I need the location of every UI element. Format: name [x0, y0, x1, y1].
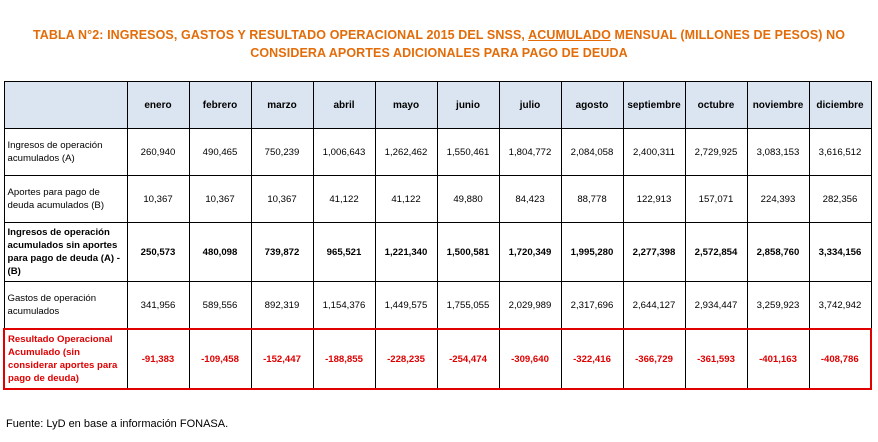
cell-value: 892,319	[251, 282, 313, 330]
header-row	[4, 82, 871, 129]
cell-value: -322,416	[561, 329, 623, 389]
cell-value: 2,934,447	[685, 282, 747, 330]
cell-value: 739,872	[251, 223, 313, 282]
cell-value: 122,913	[623, 176, 685, 223]
title-line-2: CONSIDERA APORTES ADICIONALES PARA PAGO DE DEUDA	[250, 46, 628, 60]
header-corner	[4, 82, 127, 129]
cell-value: -361,593	[685, 329, 747, 389]
cell-value: -366,729	[623, 329, 685, 389]
table-row-gastos	[4, 282, 871, 330]
month-header: enero	[127, 82, 189, 129]
cell-value: 1,995,280	[561, 223, 623, 282]
source-note: Fuente: LyD en base a información FONASA.	[6, 418, 229, 430]
cell-value: 49,880	[437, 176, 499, 223]
table-title	[0, 26, 878, 62]
month-header: noviembre	[747, 82, 809, 129]
cell-value: 3,259,923	[747, 282, 809, 330]
title-underlined: ACUMULADO	[528, 28, 611, 42]
cell-value: 3,742,942	[809, 282, 871, 330]
cell-value: 260,940	[127, 129, 189, 176]
cell-value: 750,239	[251, 129, 313, 176]
month-header: abril	[313, 82, 375, 129]
cell-value: -401,163	[747, 329, 809, 389]
cell-value: 2,644,127	[623, 282, 685, 330]
title-line-1	[0, 26, 878, 44]
title-part-1: TABLA N°2: INGRESOS, GASTOS Y RESULTADO OPERACIONAL 2015 DEL SNSS,	[32, 28, 529, 42]
cell-value: 490,465	[189, 129, 251, 176]
month-header: junio	[437, 82, 499, 129]
cell-value: -152,447	[251, 329, 313, 389]
cell-value: 2,729,925	[685, 129, 747, 176]
cell-value: 2,317,696	[561, 282, 623, 330]
month-header: agosto	[561, 82, 623, 129]
cell-value: 1,720,349	[499, 223, 561, 282]
row-label: Ingresos de operación acumulados (A)	[4, 129, 127, 176]
cell-value: 1,550,461	[437, 129, 499, 176]
cell-value: 1,262,462	[375, 129, 437, 176]
row-label: Ingresos de operación acumulados sin aportes para pago de deuda (A) - (B)	[4, 223, 127, 282]
cell-value: 589,556	[189, 282, 251, 330]
cell-value: 10,367	[189, 176, 251, 223]
cell-value: 1,006,643	[313, 129, 375, 176]
cell-value: 965,521	[313, 223, 375, 282]
data-table	[3, 81, 872, 390]
cell-value: -309,640	[499, 329, 561, 389]
row-label: Resultado Operacional Acumulado (sin considerar aportes para pago de deuda)	[4, 329, 127, 389]
month-header: julio	[499, 82, 561, 129]
cell-value: 2,400,311	[623, 129, 685, 176]
cell-value: 224,393	[747, 176, 809, 223]
cell-value: 282,356	[809, 176, 871, 223]
cell-value: 157,071	[685, 176, 747, 223]
month-header: septiembre	[623, 82, 685, 129]
cell-value: 3,616,512	[809, 129, 871, 176]
table-row-aportes	[4, 176, 871, 223]
cell-value: 2,277,398	[623, 223, 685, 282]
month-header: mayo	[375, 82, 437, 129]
cell-value: 1,449,575	[375, 282, 437, 330]
cell-value: 341,956	[127, 282, 189, 330]
cell-value: -228,235	[375, 329, 437, 389]
cell-value: 480,098	[189, 223, 251, 282]
cell-value: 3,334,156	[809, 223, 871, 282]
cell-value: 2,029,989	[499, 282, 561, 330]
table-row-resultado	[4, 329, 871, 389]
row-label: Gastos de operación acumulados	[4, 282, 127, 330]
cell-value: 1,154,376	[313, 282, 375, 330]
cell-value: 10,367	[251, 176, 313, 223]
month-header: diciembre	[809, 82, 871, 129]
cell-value: 1,755,055	[437, 282, 499, 330]
cell-value: 250,573	[127, 223, 189, 282]
cell-value: -188,855	[313, 329, 375, 389]
month-header: febrero	[189, 82, 251, 129]
month-header: marzo	[251, 82, 313, 129]
cell-value: 2,084,058	[561, 129, 623, 176]
cell-value: 2,858,760	[747, 223, 809, 282]
cell-value: 1,804,772	[499, 129, 561, 176]
cell-value: 84,423	[499, 176, 561, 223]
cell-value: -91,383	[127, 329, 189, 389]
cell-value: -109,458	[189, 329, 251, 389]
cell-value: 41,122	[375, 176, 437, 223]
cell-value: 10,367	[127, 176, 189, 223]
cell-value: -408,786	[809, 329, 871, 389]
cell-value: -254,474	[437, 329, 499, 389]
cell-value: 1,500,581	[437, 223, 499, 282]
cell-value: 1,221,340	[375, 223, 437, 282]
title-part-2: MENSUAL (MILLONES DE PESOS) NO	[610, 28, 846, 42]
cell-value: 2,572,854	[685, 223, 747, 282]
table-row-ingresos	[4, 129, 871, 176]
cell-value: 88,778	[561, 176, 623, 223]
month-header: octubre	[685, 82, 747, 129]
table-row-ingresos-sin-aportes	[4, 223, 871, 282]
row-label: Aportes para pago de deuda acumulados (B)	[4, 176, 127, 223]
cell-value: 3,083,153	[747, 129, 809, 176]
cell-value: 41,122	[313, 176, 375, 223]
